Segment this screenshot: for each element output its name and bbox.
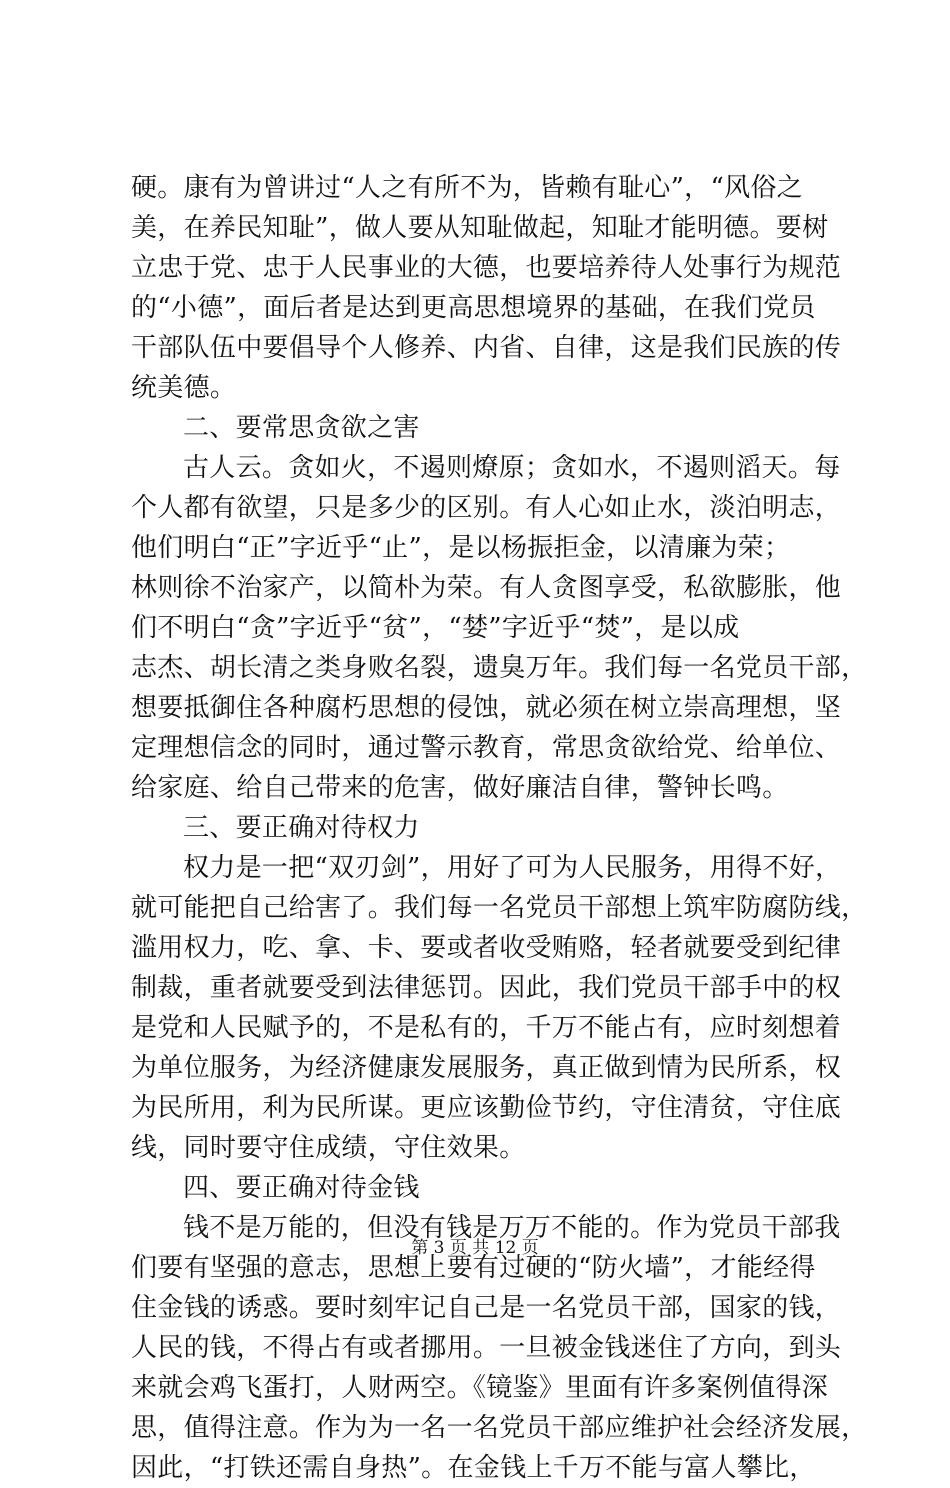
text-line: 思，值得注意。作为为一名一名党员干部应维护社会经济发展， — [131, 1413, 868, 1443]
text-line: 想要抵御住各种腐朽思想的侵蚀，就必须在树立崇高理想，坚 — [131, 693, 842, 723]
text-line: 统美德。 — [131, 373, 237, 403]
text-line: 硬。康有为曾讲过“人之有所不为，皆赖有耻心”，“风俗之 — [131, 173, 803, 203]
page-footer: 第 3 页 共 12 页 — [411, 1238, 539, 1258]
text-line: 线，同时要守住成绩，守住效果。 — [131, 1133, 526, 1163]
text-line: 干部队伍中要倡导个人修养、内省、自律，这是我们民族的传 — [131, 333, 842, 363]
text-line: 是党和人民赋予的，不是私有的，千万不能占有，应时刻想着 — [131, 1013, 842, 1043]
document-body — [131, 168, 868, 1488]
text-line: 给家庭、给自己带来的危害，做好廉洁自律，警钟长鸣。 — [131, 773, 789, 803]
text-line: 住金钱的诱惑。要时刻牢记自己是一名党员干部，国家的钱， — [131, 1293, 842, 1323]
text-line: 林则徐不治家产，以简朴为荣。有人贪图享受，私欲膨胀，他 — [131, 573, 842, 603]
text-line: 志杰、胡长清之类身败名裂，遗臭万年。我们每一名党员干部， — [131, 653, 868, 683]
text-line: 滥用权力，吃、拿、卡、要或者收受贿赂，轻者就要受到纪律 — [131, 933, 842, 963]
text-line: 三、要正确对待权力 — [183, 813, 420, 843]
text-line: 的“小德”，面后者是达到更高思想境界的基础，在我们党员 — [131, 293, 816, 323]
text-line: 二、要常思贪欲之害 — [183, 413, 420, 443]
text-line: 人民的钱，不得占有或者挪用。一旦被金钱迷住了方向，到头 — [131, 1333, 842, 1363]
text-line: 因此，“打铁还需自身热”。在金钱上千万不能与富人攀比， — [131, 1453, 816, 1483]
text-line: 权力是一把“双刃剑”，用好了可为人民服务，用得不好， — [183, 853, 842, 883]
text-line: 个人都有欲望，只是多少的区别。有人心如止水，淡泊明志， — [131, 493, 842, 523]
text-line: 立忠于党、忠于人民事业的大德，也要培养待人处事行为规范 — [131, 253, 842, 283]
text-line: 古人云。贪如火，不遏则燎原；贪如水，不遏则滔天。每 — [183, 453, 841, 483]
text-line: 四、要正确对待金钱 — [183, 1173, 420, 1203]
text-line: 为单位服务，为经济健康发展服务，真正做到情为民所系，权 — [131, 1053, 842, 1083]
text-line: 就可能把自己给害了。我们每一名党员干部想上筑牢防腐防线， — [131, 893, 868, 923]
text-line: 钱不是万能的，但没有钱是万万不能的。作为党员干部我 — [183, 1213, 841, 1243]
text-line: 们不明白“贪”字近乎“贫”，“婪”字近乎“焚”，是以成 — [131, 613, 740, 643]
text-line: 为民所用，利为民所谋。更应该勤俭节约，守住清贫，守住底 — [131, 1093, 842, 1123]
text-line: 们要有坚强的意志，思想上要有过硬的“防火墙”，才能经得 — [131, 1253, 816, 1283]
text-line: 定理想信念的同时，通过警示教育，常思贪欲给党、给单位、 — [131, 733, 842, 763]
text-line: 制裁，重者就要受到法律惩罚。因此，我们党员干部手中的权 — [131, 973, 842, 1003]
text-line: 他们明白“正”字近乎“止”，是以杨振拒金，以清廉为荣； — [131, 533, 791, 563]
text-line: 美，在养民知耻”，做人要从知耻做起，知耻才能明德。要树 — [131, 213, 829, 243]
text-line: 来就会鸡飞蛋打，人财两空。《镜鉴》里面有许多案例值得深 — [131, 1373, 829, 1403]
